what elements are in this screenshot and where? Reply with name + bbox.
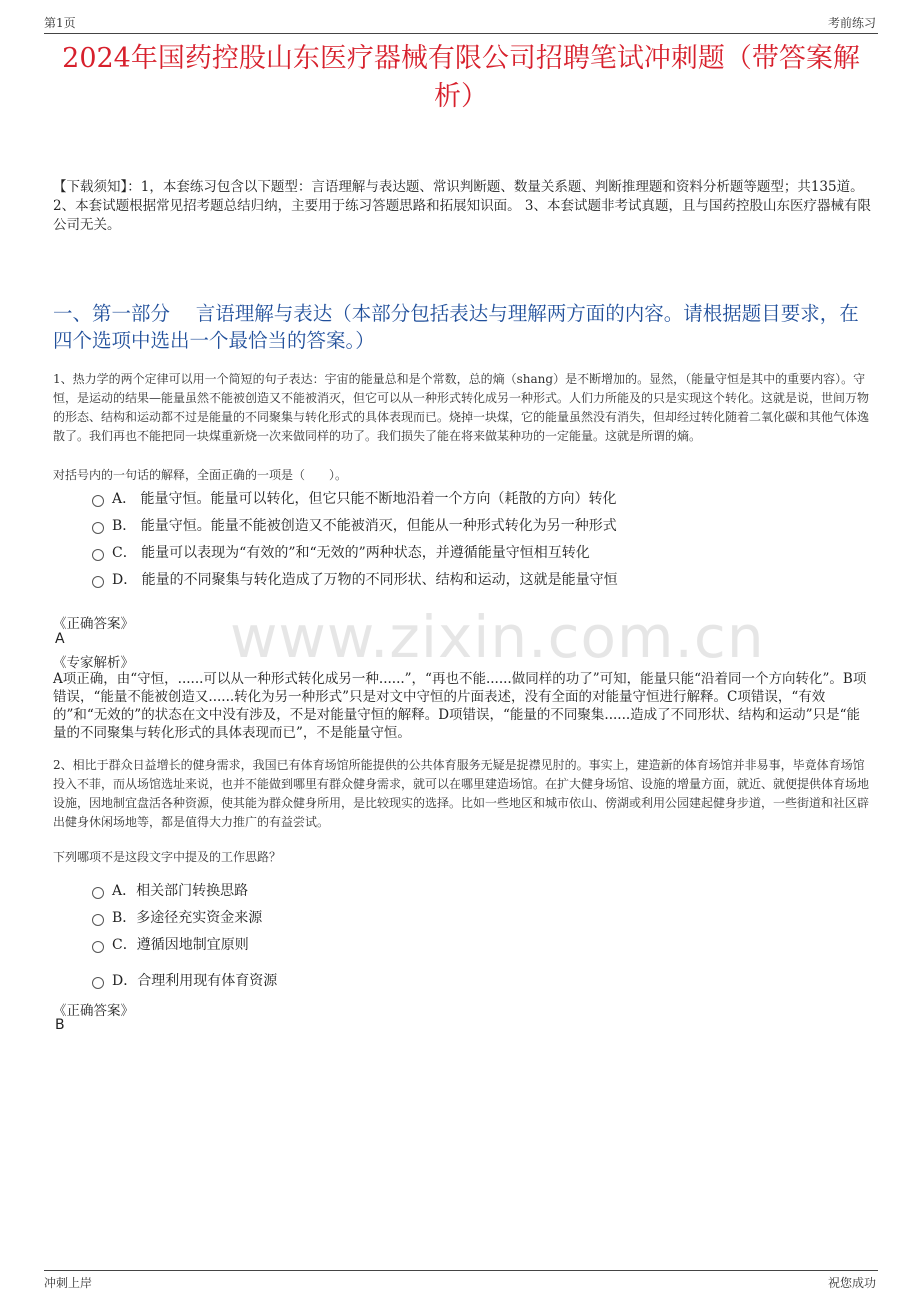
radio-icon[interactable] [92, 495, 104, 507]
radio-icon[interactable] [92, 914, 104, 926]
footer-left: 冲刺上岸 [44, 1276, 93, 1290]
section-heading: 一、第一部分 言语理解与表达（本部分包括表达与理解两方面的内容。请根据题目要求，在四个选项中选出一个最恰当的答案。） [53, 302, 859, 352]
radio-icon[interactable] [92, 549, 104, 561]
question-1-analysis: A项正确，由“守恒，......可以从一种形式转化成另一种......”，“再也不能......做同样的功了”可知，能量只能“沿着同一个方向转化”。B项错误，“能量不能被创造又......转化为另一种形式”只是对文中守恒的片面表述，没有全面的对能量守恒进行解释。C项错误，“有效的”和“无效的”的状态在文中没有涉及，不是对能量守恒的解释。D项错误，“能量的不同聚集......造成了不同形状、结构和运动”只是“能量的不同聚集与转化形式的具体表现而已”，不是能量守恒。 [53, 671, 867, 741]
question-2-option-d[interactable] [92, 970, 277, 990]
question-1-option-b[interactable] [92, 515, 617, 535]
question-1-answer-label: 《正确答案》 [53, 616, 134, 632]
question-2-option-c[interactable] [92, 934, 249, 954]
question-1-option-c[interactable] [92, 542, 590, 562]
option-label: D．合理利用现有体育资源 [112, 973, 278, 989]
page-number: 第1页 [44, 16, 76, 30]
question-2-answer-label: 《正确答案》 [53, 1003, 134, 1019]
radio-icon[interactable] [92, 977, 104, 989]
header-divider [44, 33, 878, 34]
option-label: B．多途径充实资金来源 [112, 910, 263, 926]
question-1-option-d[interactable] [92, 569, 618, 589]
download-notice: 【下载须知】：1，本套练习包含以下题型：言语理解与表达题、常识判断题、数量关系题、判断推理题和资料分析题等题型；共135道。 2、本套试题根据常见招考题总结归纳，主要用于练习答题思路和拓展知识面。 3、本套试题非考试真题，且与国药控股山东医疗器械有限公司无关。 [53, 179, 871, 233]
question-2-answer: B [55, 1017, 65, 1033]
question-2-option-b[interactable] [92, 907, 262, 927]
footer-divider [44, 1270, 878, 1271]
radio-icon[interactable] [92, 522, 104, 534]
radio-icon[interactable] [92, 887, 104, 899]
option-label: A．相关部门转换思路 [112, 883, 249, 899]
question-1-text: 1、热力学的两个定律可以用一个简短的句子表达：宇宙的能量总和是个常数，总的熵（shang）是不断增加的。显然，（能量守恒是其中的重要内容）。守恒，是运动的结果—能量虽然不能被创造又不能被消灭，但它可以从一种形式转化成另一种形式。人们力所能及的只是实现这个转化。这就是说，世间万物的形态、结构和运动都不过是能量的不同聚集与转化形式的具体表现而已。烧掉一块煤，它的能量虽然没有消失，但却经过转化随着二氧化碳和其他气体逸散了。我们再也不能把同一块煤重新烧一次来做同样的功了。我们损失了能在将来做某种功的一定能量。这就是所谓的熵。 [53, 372, 870, 443]
footer-right: 祝您成功 [827, 1276, 876, 1290]
header-label: 考前练习 [827, 16, 876, 30]
watermark: www.zixin.com.cn [230, 603, 765, 671]
option-label: C． 能量可以表现为“有效的”和“无效的”两种状态，并遵循能量守恒相互转化 [112, 545, 590, 561]
radio-icon[interactable] [92, 576, 104, 588]
option-label: C．遵循因地制宜原则 [112, 937, 249, 953]
question-1-analysis-label: 《专家解析》 [53, 655, 134, 671]
radio-icon[interactable] [92, 941, 104, 953]
question-1-option-a[interactable] [92, 488, 617, 508]
option-label: B． 能量守恒。能量不能被创造又不能被消灭，但能从一种形式转化为另一种形式 [112, 518, 617, 534]
option-label: A． 能量守恒。能量可以转化，但它只能不断地沿着一个方向（耗散的方向）转化 [112, 491, 617, 507]
question-2-prompt: 下列哪项不是这段文字中提及的工作思路？ [53, 850, 282, 864]
option-label: D． 能量的不同聚集与转化造成了万物的不同形状、结构和运动，这就是能量守恒 [112, 572, 618, 588]
document-title: 2024年国药控股山东医疗器械有限公司招聘笔试冲刺题（带答案解析） [62, 43, 860, 112]
question-1-prompt: 对括号内的一句话的解释，全面正确的一项是（ ）。 [53, 468, 348, 482]
question-2-option-a[interactable] [92, 880, 248, 900]
question-1-answer: A [55, 631, 65, 647]
question-2-text: 2、相比于群众日益增长的健身需求，我国已有体育场馆所能提供的公共体育服务无疑是捉襟见肘的。事实上，建造新的体育场馆并非易事，毕竟体育场馆投入不菲，而从场馆选址来说，也并不能做到哪里有群众健身需求，就可以在哪里建造场馆。在扩大健身场馆、设施的增量方面，就近、就便提供体育场地设施，因地制宜盘活各种资源，使其能为群众健身所用，是比较现实的选择。比如一些地区和城市依山、傍湖或利用公园建起健身步道，一些街道和社区辟出健身休闲场地等，都是值得大力推广的有益尝试。 [53, 758, 870, 829]
